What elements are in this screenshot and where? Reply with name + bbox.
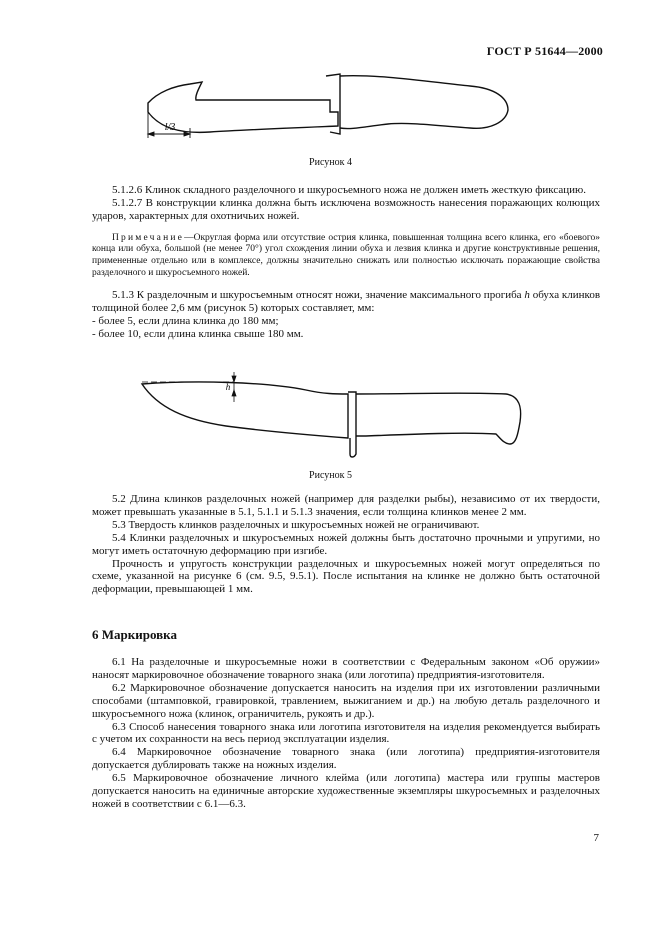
paragraph-6-1: 6.1 На разделочные и шкуросъемные ножи в соответствии с Федеральным законом «Об оружии» наносят маркировочное обозначение товарного знака (или логотипа) предприятия-изготовителя. [92,656,600,681]
paragraph-5-1-2-7: 5.1.2.7 В конструкции клинка должна быть исключена возможность нанесения поражающих колющих ударов, характерных для охотничьих ножей. [92,196,600,222]
paragraph-6-4: 6.4 Маркировочное обозначение товарного знака (или логотипа) предприятия-изготовителя допускается дублировать также на ножных изделия. [92,746,600,772]
figure-5-caption: Рисунок 5 [309,470,352,481]
paragraph-5-3: 5.3 Твердость клинков разделочных и шкуросъемных ножей не ограничивают. [112,518,480,531]
figure-4-caption: Рисунок 4 [309,157,352,168]
paragraph-5-1-3 [92,289,600,315]
list-item-1: - более 5, если длина клинка до 180 мм; [92,314,279,327]
section-6-title: 6 Маркировка [92,627,177,642]
text-block-2 [92,493,600,596]
paragraph-6-2: 6.2 Маркировочное обозначение допускается наносить на изделия при их изготовлении различными способами (штамповкой, гравировкой, травлением, выжиганием и др.) на любую деталь разделочного и шкуросъемного ножа (клинок, ограничитель, рукоять и др.). [92,681,600,720]
paragraph-5-1-3-part-b: обуха клинков толщиной более 2,6 мм (рисунок 5) которых составляет, мм: [92,289,601,314]
symbol-h: h [524,289,530,302]
figure-4-knife [140,66,520,156]
note [92,233,600,279]
text-block-1 [92,184,600,341]
text-block-section-6 [92,656,600,811]
paragraph-5-2: 5.2 Длина клинков разделочных ножей (например для разделки рыбы), независимо от их твердости, может превышать указанные в 5.1, 5.1.1 и 5.1.3 значения, если толщина клинков менее 2 мм. [92,493,600,518]
figure-5-knife [136,368,536,468]
list-item-2: - более 10, если длина клинка свыше 180 мм. [92,327,304,340]
figure-5-dimension-label: h [225,382,231,392]
note-text: —Округлая форма или отсутствие острия клинка, повышенная толщина всего клинка, его «боевого» конца или обуха, большой (не менее 70°) угол схождения линии обуха и лезвия клинка и другие конструктивные решения, примененные отдельно или в комплексе, должны значительно снижать или полностью исключать поражающие свойства разделочного и шкуросъемного ножей. [92,232,600,278]
paragraph-5-4-strength: Прочность и упругость конструкции разделочных и шкуросъемных ножей могут определяться по схеме, указанной на рисунке 6 (см. 9.5, 9.5.1). После испытания на клинке не должно быть остаточной деформации, превышающей 1 мм. [92,557,600,596]
paragraph-5-4: 5.4 Клинки разделочных и шкуросъемных ножей должны быть достаточно прочными и упругими, но могут иметь остаточную деформацию при изгибе. [92,531,600,557]
page-number: 7 [593,832,599,844]
document-header: ГОСТ Р 51644—2000 [486,44,603,58]
paragraph-5-1-3-part-a: 5.1.3 К разделочным и шкуросъемным относят ножи, значение максимального прогиба [112,289,522,302]
paragraph-5-1-2-6: 5.1.2.6 Клинок складного разделочного и шкуросъемного ножа не должен иметь жесткую фиксацию. [112,184,587,196]
paragraph-6-3: 6.3 Способ нанесения товарного знака или логотипа изготовителя на изделия рекомендуется выбирать с учетом их сохранности на весь период эксплуатации изделия. [92,720,600,746]
figure-4-dimension-label: l/3 [164,122,176,133]
note-label: Примечание [112,232,185,243]
paragraph-6-5: 6.5 Маркировочное обозначение личного клейма (или логотипа) мастера или группы мастеров допускается наносить на единичные авторские художественные экземпляры шкуросъемных и разделочных ножей в соответствии с 6.1—6.3. [92,772,600,810]
